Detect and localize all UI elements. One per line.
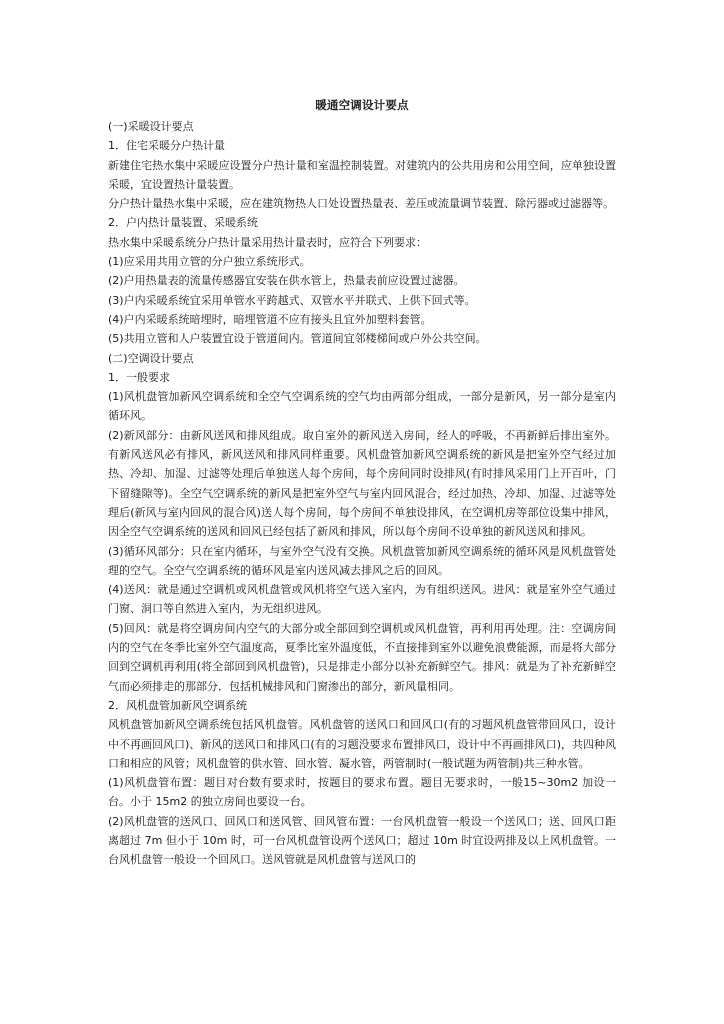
paragraph: 热水集中采暖系统分户热计量采用热计量表时，应符合下列要求： xyxy=(108,235,427,249)
list-item: (1)风机盘管加新风空调系统和全空气空调系统的空气均由两部分组成，一部分是新风，另一部分是室内循环风。 xyxy=(108,390,616,423)
subheading-fan-coil-system: 2．风机盘管加新风空调系统 xyxy=(108,698,247,712)
paragraph: 风机盘管加新风空调系统包括风机盘管。风机盘管的送风口和回风口(有的习题风机盘管带回风口，设计中不再画回风口)、新风的送风口和排风口(有的习题没要求布置排风口，设计中不再画排风口)，共四种风口和相应的风管；风机盘管的供水管、回水管、凝水管，两管制时(一般试题为两管制)共三种水管。 xyxy=(108,718,616,770)
list-item: (2)户用热量表的流量传感器宜安装在供水管上，热量表前应设置过滤器。 xyxy=(108,274,465,288)
subheading-metering-devices: 2．户内热计量装置、采暖系统 xyxy=(108,216,258,230)
heading-air-conditioning: (二)空调设计要点 xyxy=(108,351,194,365)
list-item: (4)户内采暖系统暗埋时，暗埋管道不应有接头且宜外加塑料套管。 xyxy=(108,312,432,326)
document-body xyxy=(108,97,616,870)
heading-heating: (一)采暖设计要点 xyxy=(108,120,194,133)
list-item: (4)送风：就是通过空调机或风机盘管或风机将空气送入室内，为有组织送风。进风：就是室外空气通过门窗、洞口等自然进入室内，为无组织进风。 xyxy=(108,583,616,616)
paragraph: 新建住宅热水集中采暖应设置分户热计量和室温控制装置。对建筑内的公共用房和公用空间，应单独设置采暖，宜设置热计量装置。 xyxy=(108,158,616,191)
paragraph: 分户热计量热水集中采暖，应在建筑物热人口处设置热量表、差压或流量调节装置、除污器或过滤器等。 xyxy=(108,197,614,211)
list-item: (5)回风：就是将空调房间内空气的大部分或全部回到空调机或风机盘管，再利用再处理。注：空调房间内的空气在冬季比室外空气温度高，夏季比室外温度低，不直接排到室外以避免浪费能源，而是将大部分回到空调机再利用(将全部回到风机盘管)，只是排走小部分以补充新鲜空气。排风：就是为了补充新鲜空气而必须排走的那部分．包括机械排风和门窗渗出的部分，新风量相同。 xyxy=(108,621,616,693)
list-item: (2)新风部分：由新风送风和排风组成。取自室外的新风送入房间，经人的呼吸，不再新鲜后排出室外。有新风送风必有排风，新风送风和排风同样重要。风机盘管加新风空调系统的新风是把室外空气经过加热、冷却、加湿、过滤等处理后单独送人每个房间，每个房间同时设排风(有时排风采用门上开百叶，门下留缝隙等)。全空气空调系统的新风是把室外空气与室内回风混合，经过加热、冷却、加湿、过滤等处理后(新风与室内回风的混合风)送人每个房间，每个房间不单独设排风，在空调机房等部位设集中排风，因全空气空调系统的送风和回风已经包括了新风和排风，所以每个房间不设单独的新风送风和排风。 xyxy=(108,428,616,539)
list-item: (1)风机盘管布置：题目对台数有要求时，按题目的要求布置。题目无要求时，一般15~30m2 加设一台。小于 15m2 的独立房间也要设一台。 xyxy=(108,776,616,809)
list-item: (1)应采用共用立管的分户独立系统形式。 xyxy=(108,255,311,269)
subheading-general-requirements: 1．一般要求 xyxy=(108,370,170,384)
list-item: (3)户内采暖系统宜采用单管水平跨越式、双管水平并联式、上供下回式等。 xyxy=(108,293,476,307)
subheading-household-metering: 1．住宅采暖分户热计量 xyxy=(108,139,225,153)
list-item: (5)共用立管和人户装置宜设于管道间内。管道间宜邻楼梯间或户外公共空间。 xyxy=(108,332,487,346)
list-item: (2)风机盘管的送风口、回风口和送风管、回风管布置：一台风机盘管一般设一个送风口；送、回风口距离超过 7m 但小于 10m 时，可一台风机盘管设两个送风口；超过 10m 时宜设两排及以上风机盘管。一台风机盘管一般设一个回风口。送风管就是风机盘管与送风口的 xyxy=(108,814,616,867)
list-item: (3)循环风部分：只在室内循环，与室外空气没有交换。风机盘管加新风空调系统的循环风是风机盘管处理的空气。全空气空调系统的循环风是室内送风减去排风之后的回风。 xyxy=(108,544,616,577)
document-title: 暖通空调设计要点 xyxy=(315,98,409,112)
